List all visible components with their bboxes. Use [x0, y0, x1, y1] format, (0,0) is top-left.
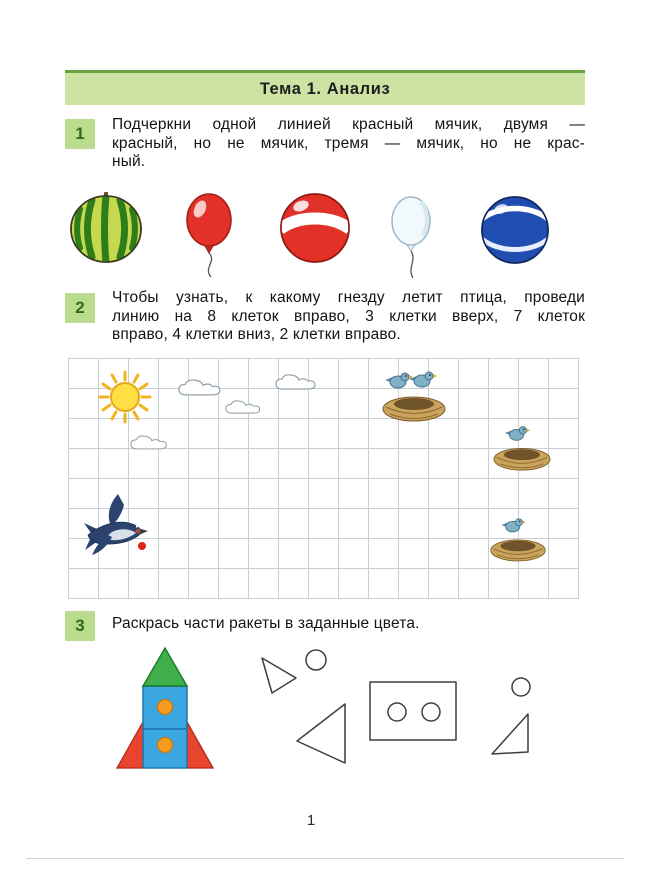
- outline-triangle-right: [492, 714, 528, 754]
- bird-nest-top-image: [381, 370, 447, 422]
- path-start-dot: [138, 542, 146, 550]
- bird-nest-bottom-image: [489, 516, 547, 562]
- cloud-image: [275, 373, 319, 391]
- rect-inner-circle: [388, 703, 406, 721]
- outline-circle-right: [512, 678, 530, 696]
- rocket-image: [117, 648, 213, 768]
- task-3-number-badge: 3: [65, 611, 95, 641]
- task-1-number-badge: 1: [65, 119, 95, 149]
- page-number: 1: [306, 812, 316, 829]
- bottom-rule: [26, 858, 624, 859]
- task-3-line: Раскрась части ракеты в заданные цвета.: [112, 615, 420, 632]
- outline-circle-small: [306, 650, 326, 670]
- red-striped-ball-image: [278, 192, 352, 264]
- task-2-line: Чтобы узнать, к какому гнезду летит птица, проведи: [112, 289, 585, 306]
- bird-nest-middle-image: [492, 424, 552, 471]
- task-3-figure: [107, 645, 547, 793]
- task-2-text: [112, 289, 585, 345]
- task-2-line: линию на 8 клеток вправо, 3 клетки вверх, 7 клеток: [112, 307, 585, 325]
- theme-header: [65, 70, 585, 105]
- task-2-number-badge: 2: [65, 293, 95, 323]
- outline-triangle-large: [297, 704, 345, 763]
- task-3-text: [112, 615, 585, 634]
- theme-title: Тема 1. Анализ: [259, 79, 391, 98]
- rect-inner-circle: [422, 703, 440, 721]
- outline-rectangle: [370, 682, 456, 740]
- cloud-image: [178, 378, 224, 397]
- blue-striped-ball-image: [478, 194, 552, 266]
- task-1-line: ный.: [112, 153, 146, 171]
- watermelon-image: [67, 190, 145, 264]
- task-1-text: [112, 116, 585, 172]
- sun-image: [96, 370, 154, 426]
- task-2-line: вправо, 4 клетки вниз, 2 клетки вправо.: [112, 326, 401, 344]
- task-1-line: Подчеркни одной линией красный мячик, двумя —: [112, 116, 585, 133]
- task-2-grid: [68, 358, 579, 599]
- cloud-image: [225, 399, 263, 415]
- cloud-image: [130, 434, 170, 451]
- light-balloon-image: [388, 194, 442, 280]
- red-balloon-image: [182, 192, 242, 278]
- task-1-line: красный, но не мячик, тремя — мячик, но не крас-: [112, 134, 585, 152]
- outline-triangle-small: [262, 658, 296, 693]
